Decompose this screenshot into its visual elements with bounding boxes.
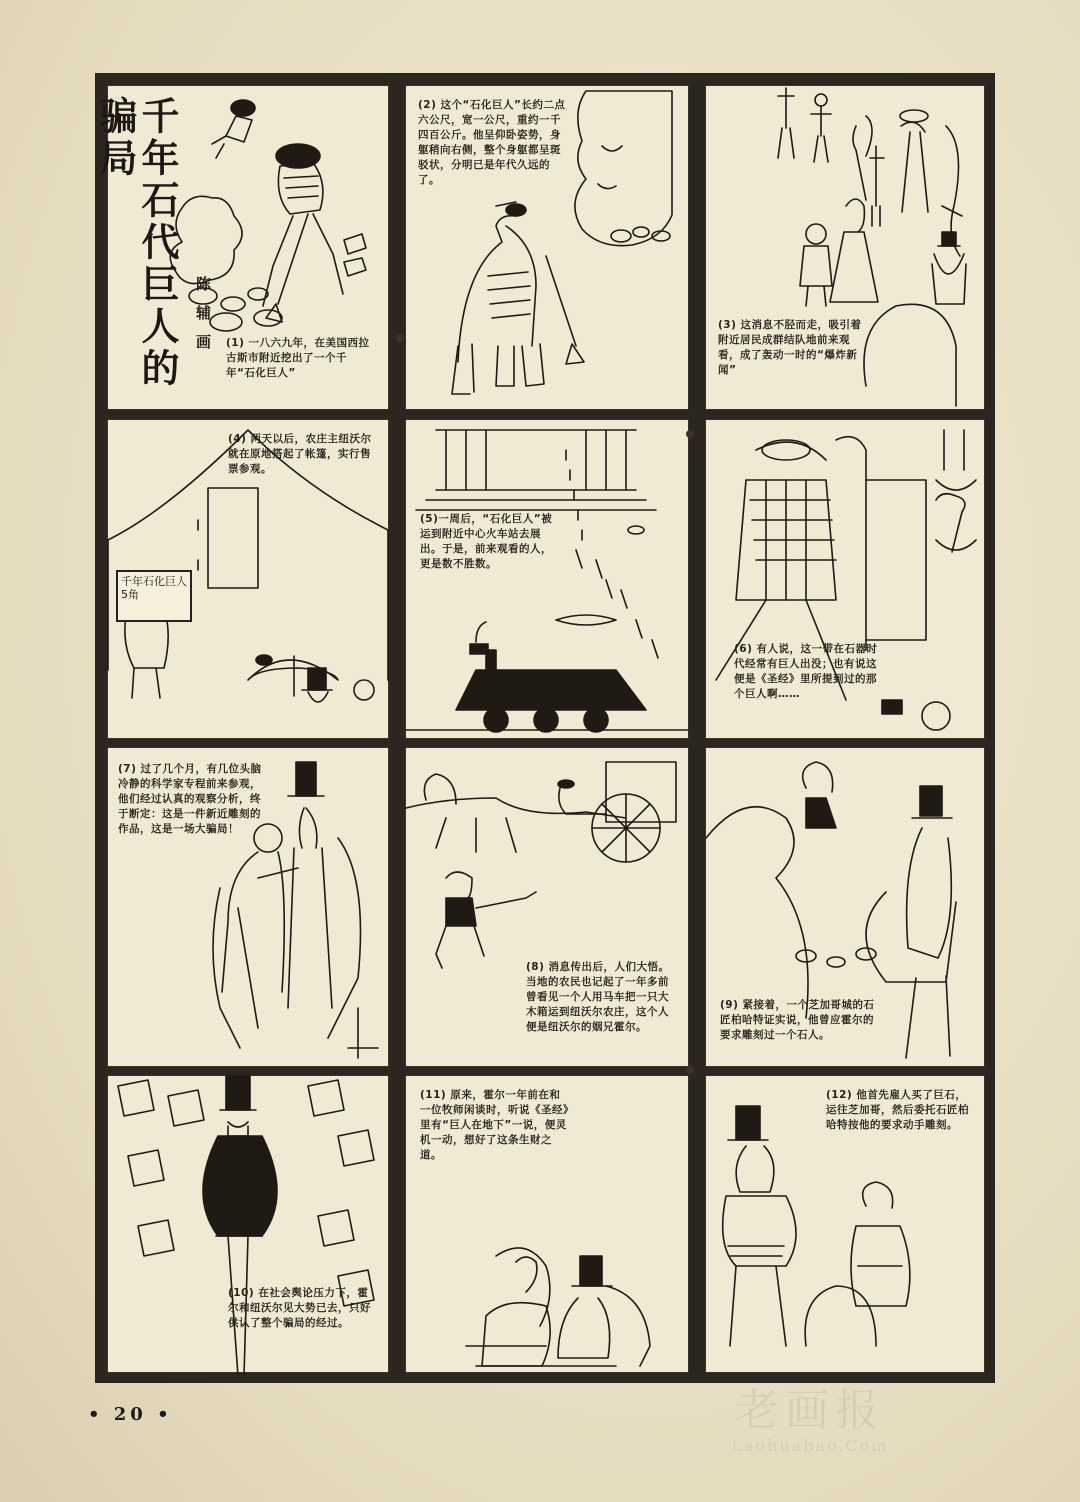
train-station-illustration [406, 420, 688, 738]
pastor-illustration [406, 1076, 688, 1372]
panel-caption: (2) 这个“石化巨人”长约二点六公尺，宽一公尺，重约一千四百公斤。他呈仰卧姿势，身躯稍向右侧，整个身躯都呈斑驳状，分明已是年代久远的了。 [418, 99, 566, 186]
panel-caption: (5)一周后，“石化巨人”被运到附近中心火车站去展出。于是，前来观看的人，更是数不胜数。 [420, 513, 553, 570]
panel-caption: (7) 过了几个月，有几位头脑冷静的科学家专程前来参观，他们经过认真的观察分析，终于断定：这是一件新近雕刻的作品，这是一场大骗局！ [118, 763, 262, 835]
panel-9 [705, 747, 985, 1067]
panel-4 [107, 419, 389, 739]
panel-6 [705, 419, 985, 739]
panel-7 [107, 747, 389, 1067]
binding-hole [686, 430, 694, 438]
panel-caption: (6) 有人说，这一带在石器时代经常有巨人出没；也有说这便是《圣经》里所提到过的那个巨人啊…… [734, 643, 878, 700]
panel-3 [705, 85, 985, 410]
watermark-url: Laohuabao.Com [731, 1436, 889, 1455]
site-watermark [700, 1386, 920, 1455]
comic-author: 陈辅画 [194, 276, 212, 363]
panel-caption: (4) 两天以后，农庄主纽沃尔就在原地搭起了帐篷，实行售票参观。 [228, 433, 372, 475]
binding-hole [686, 1066, 694, 1074]
panel-caption: (9) 紧接着，一个芝加哥城的石匠柏哈特证实说，他曾应霍尔的要求雕刻过一个石人。 [720, 999, 875, 1041]
panel-caption: (12) 他首先雇人买了巨石，运往芝加哥，然后委托石匠柏哈特按他的要求动手雕刻。 [826, 1089, 969, 1131]
panel-caption: (11) 原来，霍尔一年前在和一位牧师闲谈时，听说《圣经》里有“巨人在地下”一说，便灵机一动，想好了这条生财之道。 [420, 1089, 569, 1161]
panel-8 [405, 747, 689, 1067]
panel-caption: (8) 消息传出后，人们大悟。当地的农民也记起了一年多前曾看见一个人用马车把一只大木箱运到纽沃尔农庄，这个人便是纽沃尔的姻兄霍尔。 [526, 961, 670, 1033]
commission-illustration [706, 1076, 984, 1372]
binding-hole [396, 334, 404, 342]
comic-frame [95, 73, 995, 1383]
watermark-logo: 老画报 [735, 1385, 885, 1436]
panel-caption: (10) 在社会舆论压力下，霍尔和纽沃尔见大势已去，只好供认了整个骗局的经过。 [228, 1287, 371, 1329]
panel-10 [107, 1075, 389, 1373]
panel-caption: (1) 一八六九年，在美国西拉古斯市附近挖出了一个千年“石化巨人” [226, 337, 370, 379]
panel-1 [93, 85, 389, 410]
scientists-illustration [108, 748, 388, 1066]
panel-5 [405, 419, 689, 739]
ticket-sign: 千年石化巨人 5角 [116, 570, 192, 622]
panel-12 [705, 1075, 985, 1373]
stone-giant-illustration [406, 86, 688, 409]
page-number: • 20 • [88, 1404, 173, 1425]
panel-2 [405, 85, 689, 410]
panel-caption: (3) 这消息不胫而走，吸引着附近居民成群结队地前来观看，成了轰动一时的“爆炸新闻” [718, 319, 862, 376]
comic-title: 千年石代巨人的骗局 [93, 96, 180, 390]
panel-11 [405, 1075, 689, 1373]
